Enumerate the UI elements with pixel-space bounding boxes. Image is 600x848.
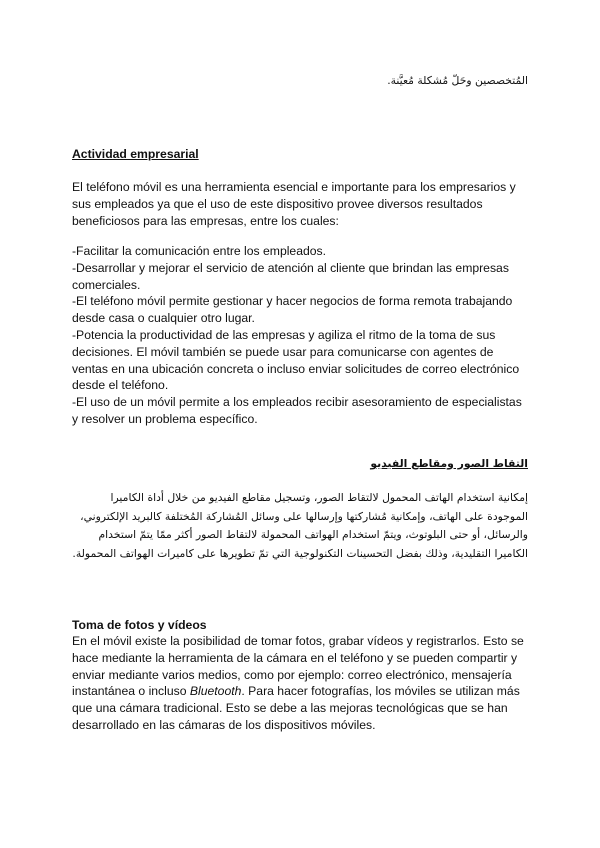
business-list bbox=[72, 243, 528, 428]
photos-text-after: . Para hacer fotografías, los móviles se utilizan más que una cámara tradicional. Esto se debe a las mejoras tecnológicas que se han desarrollado en las cámaras de los dispositivos móviles. bbox=[72, 684, 520, 732]
list-item: -Facilitar la comunicación entre los empleados. bbox=[72, 244, 327, 258]
photos-text-before: En el móvil existe la posibilidad de tomar fotos, grabar vídeos y registrarlos. Esto se hace mediante la herramienta de la cámara en el teléfono y se pueden compartir y enviar mediante varios medios, como por ejemplo: correo electrónico, mensajería instantánea o incluso bbox=[72, 634, 524, 699]
list-item: -El uso de un móvil permite a los empleados recibir asesoramiento de especialistas y resolver un problema específico. bbox=[72, 395, 522, 426]
business-intro: El teléfono móvil es una herramienta esencial e importante para los empresarios y sus empleados ya que el uso de este dispositivo provee diversos resultados beneficiosos para las empresas, entre los cuales: bbox=[72, 180, 516, 228]
list-item: -Desarrollar y mejorar el servicio de atención al cliente que brindan las empresas comerciales. bbox=[72, 260, 509, 292]
business-heading: Actividad empresarial bbox=[72, 147, 199, 161]
bluetooth-emphasis: Bluetooth bbox=[189, 684, 242, 699]
arabic-heading: التقاط الصور ومقاطع الفيديو bbox=[370, 457, 528, 470]
arabic-paragraph: إمكانية استخدام الهاتف المحمول لالتقاط الصور، وتسجيل مقاطع الفيديو من خلال أداة الكاميرا الموجودة على الهاتف، وإمكانية مُشاركتها وإرسالها على وسائل المُشاركة المُختلفة كالبريد الإلكتروني، والرسائل، أو حتى البلوتوث، ويتمّ استخدام الهواتف المحمولة لالتقاط الصور أكثر ممّا يتمّ استخدام الكاميرا التقليدية، وذلك بفضل التحسينات التكنولوجية التي تمّ تطويرها على كاميرات الهواتف المحمولة. bbox=[72, 491, 528, 560]
list-item: -El teléfono móvil permite gestionar y hacer negocios de forma remota trabajando desde casa o cualquier otro lugar. bbox=[72, 294, 513, 326]
list-item: -Potencia la productividad de las empresas y agiliza el ritmo de la toma de sus decisiones. El móvil también se puede usar para comunicarse con agentes de ventas en una ubicación concreta o incluso enviar solicitudes de correo electrónico desde el teléfono. bbox=[72, 327, 520, 393]
arabic-top-line: المُتخصصين وحَلّ مُشكلة مُعيَّنة. bbox=[387, 74, 528, 87]
photos-heading: Toma de fotos y vídeos bbox=[72, 618, 207, 632]
photos-paragraph bbox=[72, 633, 528, 734]
